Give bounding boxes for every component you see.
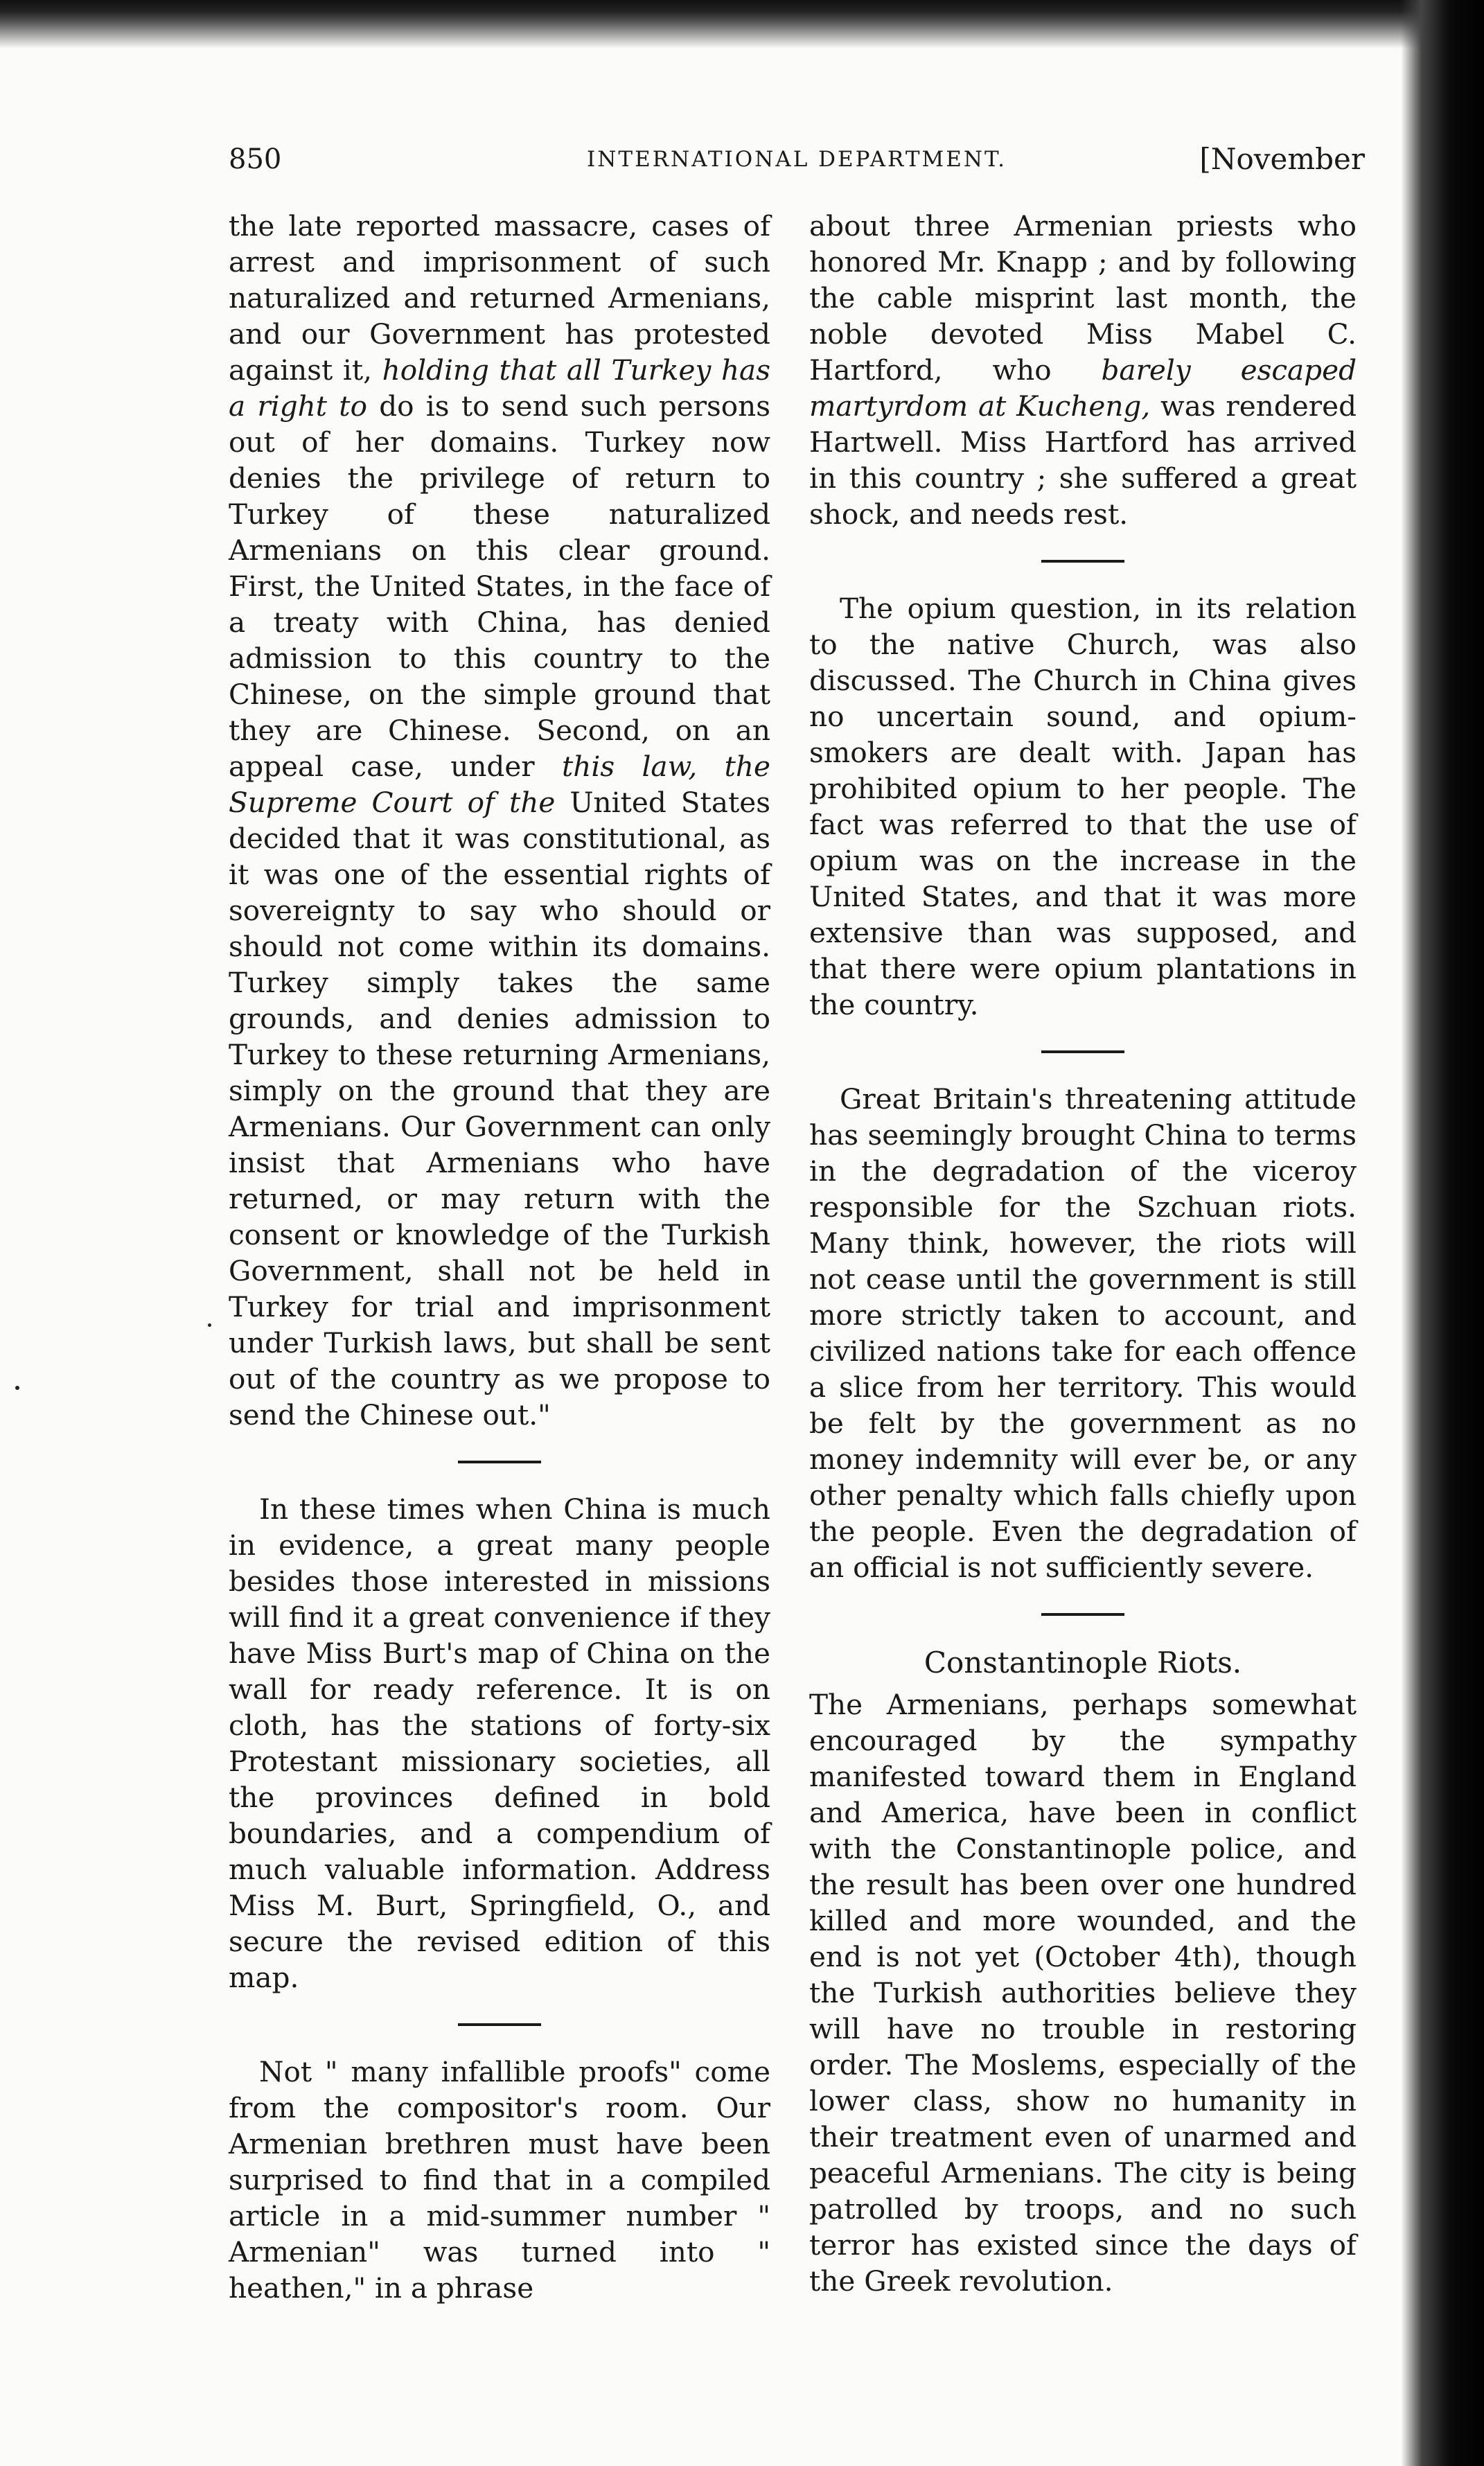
paragraph-text: was rendered Hartwell. Miss Hartford has arrived in this country ; she suffered a great shock, and needs rest. <box>809 389 1357 531</box>
paragraph-text: the late reported massacre, cases of arrest and imprisonment of such naturalized and returned Armenians, and our Government has protested against it, <box>229 209 770 387</box>
page-number: 850 <box>229 143 282 175</box>
section-divider <box>1041 1613 1124 1616</box>
right-column <box>809 208 1357 2299</box>
paragraph-text: do is to send such persons out of her domains. Turkey now denies the privilege of return to Turkey of these naturalized Armenians on this clear ground. First, the United States, in the face of a treaty with China, has denied admission to this country to the Chinese, on the simple ground that they are Chinese. Second, on an appeal case, under <box>229 389 770 783</box>
header-month: [November <box>1199 142 1365 176</box>
section-heading: Constantinople Riots. <box>924 1646 1242 1680</box>
paragraph-misprint-continuation <box>809 208 1357 532</box>
section-divider <box>1041 1050 1124 1053</box>
left-column <box>229 208 770 2306</box>
scan-shadow-top <box>0 0 1484 49</box>
page-header <box>229 139 1365 180</box>
running-title: INTERNATIONAL DEPARTMENT. <box>587 147 1007 172</box>
section-divider <box>1041 560 1124 563</box>
paragraph-text: United States decided that it was constitutional, as it was one of the essential rights of sovereignty to say who should or should not come within its domains. Turkey simply takes the same grounds, and denies admission to Turkey to these returning Armenians, simply on the ground that they are Armenians. Our Government can only insist that Armenians who have returned, or may return with the consent or knowledge of the Turkish Government, shall not be held in Turkey for trial and imprisonment under Turkish laws, but shall be sent out of the country as we propose to send the Chinese out." <box>229 786 770 1432</box>
paragraph-text: about three Armenian priests who honored Mr. Knapp ; and by following the cable misprint last month, the noble devoted Miss Mabel C. Hartford, who <box>809 209 1357 387</box>
paragraph-map-of-china: In these times when China is much in evidence, a great many people besides those interested in missions will find it a great convenience if they have Miss Burt's map of China on the wall for ready reference. It is on cloth, has the stations of forty-six Protestant missionary societies, all the provinces defined in bold boundaries, and a compendium of much valuable information. Address Miss M. Burt, Springfield, O., and secure the revised edition of this map. <box>229 1492 770 1994</box>
section-divider <box>458 2023 541 2026</box>
paragraph-opium-question: The opium question, in its relation to the native Church, was also discussed. The Church in China gives no uncertain sound, and opium-smokers are dealt with. Japan has prohibited opium to her people. The fact was referred to that the use of opium was on the increase in the United States, and that it was more extensive than was supposed, and that there were opium plantations in the country. <box>809 592 1357 1021</box>
paragraph-constantinople-riots: The Armenians, perhaps somewhat encouraged by the sympathy manifested toward them in England and America, have been in conflict with the Constantinople police, and the result has been over one hundred killed and more wounded, and the end is not yet (October 4th), though the Turkish authorities believe they will have no trouble in restoring order. The Moslems, especially of the lower class, show no humanity in their treatment even of unarmed and peaceful Armenians. The city is being patrolled by troops, and no such terror has existed since the days of the Greek revolution. <box>809 1688 1357 2298</box>
paragraph-compositor-errors: Not " many infallible proofs" come from the compositor's room. Our Armenian brethren must have been surprised to find that in a compiled article in a mid-summer number " Armenian" was turned into " heathen," in a phrase <box>229 2055 770 2305</box>
scan-speck <box>208 1323 211 1327</box>
scan-speck <box>15 1386 19 1390</box>
section-divider <box>458 1461 541 1463</box>
italic-text: barely escaped martyrdom at Kucheng, <box>809 353 1357 423</box>
paragraph-great-britain: Great Britain's threatening attitude has seemingly brought China to terms in the degradation of the viceroy responsible for the Szchuan riots. Many think, however, the riots will not cease until the government is still more strictly taken to account, and civilized nations take for each offence a slice from her territory. This would be felt by the government as no money indemnity will ever be, or any other penalty which falls chiefly upon the people. Even the degradation of an official is not sufficiently severe. <box>809 1082 1357 1584</box>
scan-shadow-right <box>1401 0 1484 2466</box>
italic-text: holding that all Turkey has a right to <box>229 353 770 423</box>
article-continuation <box>229 208 770 1433</box>
italic-text: this law, the Supreme Court of the <box>229 750 770 819</box>
